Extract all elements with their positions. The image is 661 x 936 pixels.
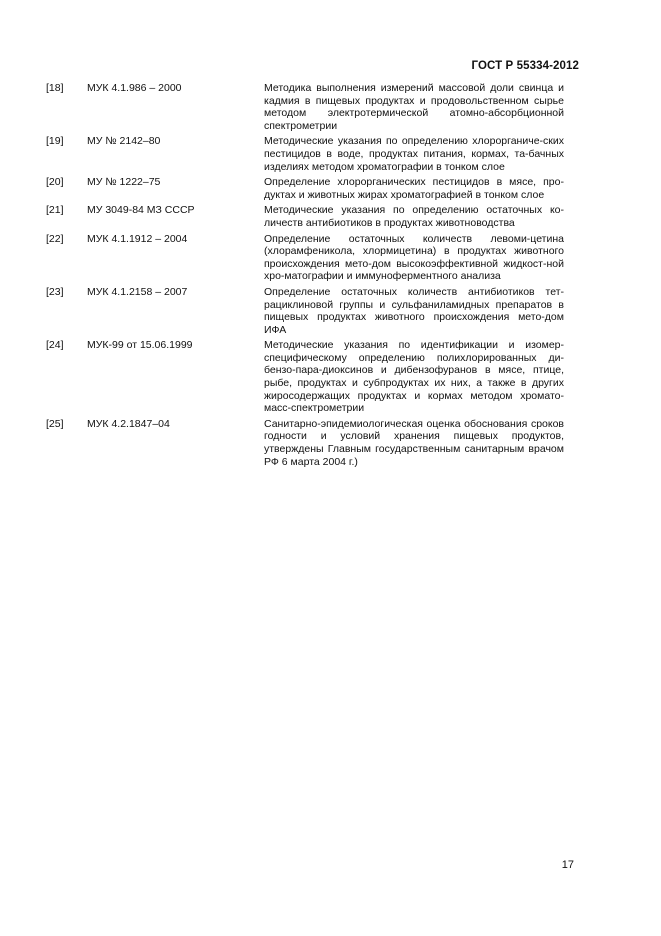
reference-item <box>0 339 661 415</box>
reference-code: МУК-99 от 15.06.1999 <box>87 339 193 352</box>
reference-item <box>0 135 661 173</box>
reference-code: МУ № 2142–80 <box>87 135 161 148</box>
reference-description: Методические указания по определению хлорорганиче-ских пестицидов в воде, продуктах питания, кормах, та-бачных изделиях методом хроматографии в тонком слое <box>264 135 564 173</box>
reference-description: Определение остаточных количеств левоми-цетина (хлорамфеникола, хлормицетина) в продуктах животного происхождения мето-дом высокоэффективной жидкост-ной хро-матографии и иммуноферментного анализа <box>264 232 564 283</box>
reference-code: МУ № 1222–75 <box>87 176 161 189</box>
page-number: 17 <box>561 859 574 871</box>
reference-description: Методика выполнения измерений массовой доли свинца и кадмия в пищевых продуктах и продовольственном сырье методом электротермической атомно-абсорбционной спектрометрии <box>264 82 564 132</box>
reference-list <box>0 82 661 471</box>
reference-item <box>0 286 661 336</box>
reference-item <box>0 418 661 468</box>
reference-number: [19] <box>46 135 64 148</box>
reference-code: МУ 3049-84 МЗ СССР <box>87 204 195 217</box>
reference-code: МУК 4.1.2158 – 2007 <box>87 285 188 298</box>
reference-item <box>0 204 661 229</box>
reference-item <box>0 82 661 132</box>
reference-number: [21] <box>46 204 64 217</box>
reference-code: МУК 4.1.1912 – 2004 <box>87 232 188 245</box>
reference-number: [20] <box>46 176 64 189</box>
reference-item <box>0 176 661 201</box>
reference-description: Определение остаточных количеств антибиотиков тет-рациклиновой группы и сульфаниламидных препаратов в пищевых продуктах животного происхождения мето-дом ИФА <box>264 285 564 336</box>
reference-number: [22] <box>46 232 64 245</box>
standard-id-header: ГОСТ Р 55334-2012 <box>471 60 579 72</box>
reference-number: [18] <box>46 82 64 94</box>
reference-description: Определение хлорорганических пестицидов в мясе, про-дуктах и животных жирах хроматографией в тонком слое <box>264 176 564 201</box>
reference-code: МУК 4.1.986 – 2000 <box>87 82 182 94</box>
reference-description: Методические указания по идентификации и изомер-специфическому определению полихлорированных ди-бензо-пара-диоксинов и дибензофуранов в мясе, птице, рыбе, продуктах и субпродуктах их них, а также в других жиросодержащих продуктах и кормах методом хромато-масс-спектрометрии <box>264 339 564 415</box>
reference-description: Санитарно-эпидемиологическая оценка обоснования сроков годности и условий хранения пищевых продуктов, утверждены Главным государственным санитарным врачом РФ 6 марта 2004 г.) <box>264 417 564 468</box>
reference-number: [25] <box>46 417 64 430</box>
reference-description: Методические указания по определению остаточных ко-личеств антибиотиков в продуктах животноводства <box>264 204 564 229</box>
reference-number: [23] <box>46 285 64 298</box>
reference-item <box>0 233 661 283</box>
reference-code: МУК 4.2.1847–04 <box>87 417 170 430</box>
reference-number: [24] <box>46 339 64 352</box>
